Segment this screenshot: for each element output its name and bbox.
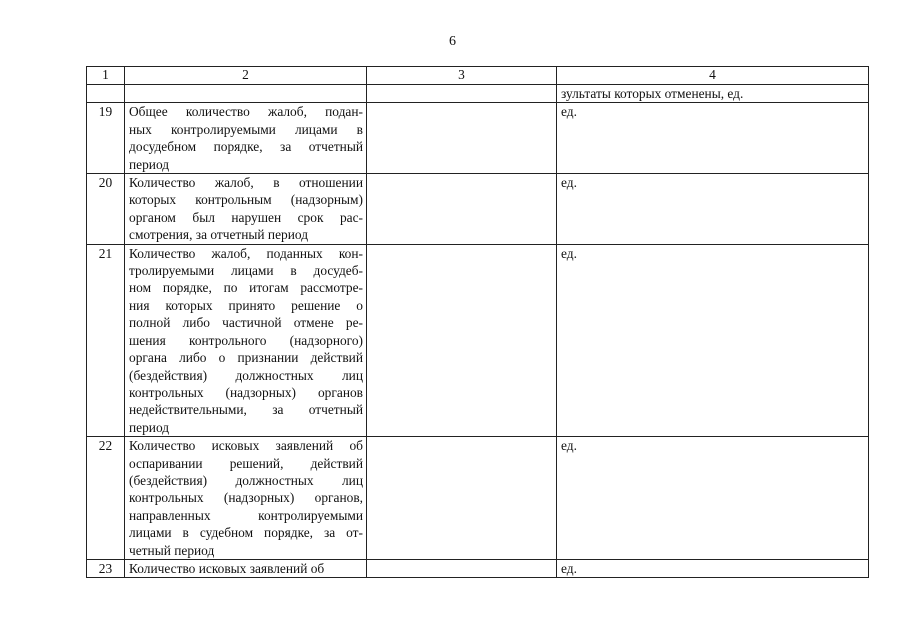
row-unit: зультаты которых отменены, ед. (557, 85, 869, 103)
description-line: контрольных (надзорных) органов, (129, 490, 363, 506)
continuation-row (87, 85, 869, 103)
row-number: 19 (87, 103, 125, 174)
row-unit: ед. (557, 437, 869, 560)
description-line: Количество исковых заявлений об (129, 560, 325, 576)
row-unit: ед. (557, 559, 869, 577)
description-line: период (129, 156, 170, 172)
description-line: шения контрольного (надзорного) (129, 332, 363, 348)
description-line: органом был нарушен срок рас- (129, 209, 363, 225)
row-value (367, 85, 557, 103)
row-description (125, 437, 367, 560)
row-description (125, 174, 367, 245)
column-header: 3 (367, 67, 557, 85)
row-number: 23 (87, 559, 125, 577)
page-number: 6 (449, 34, 456, 49)
description-line: ных контролируемыми лицами в (129, 121, 363, 137)
row-value (367, 103, 557, 174)
description-line: полной либо частичной отмене ре- (129, 315, 363, 331)
description-line: досудебном порядке, за отчетный (129, 139, 363, 155)
table-row (87, 103, 869, 174)
row-description (125, 85, 367, 103)
row-number: 21 (87, 244, 125, 436)
row-number: 20 (87, 174, 125, 245)
description-line: органа либо о признании действий (129, 350, 363, 366)
description-line: тролируемыми лицами в досудеб- (129, 263, 363, 279)
description-line: четный период (129, 542, 215, 558)
description-line: контрольных (надзорных) органов (129, 384, 363, 400)
row-unit: ед. (557, 103, 869, 174)
table-row (87, 559, 869, 577)
description-line: Количество жалоб, в отношении (129, 175, 363, 191)
description-line: смотрения, за отчетный период (129, 227, 309, 243)
description-line: (бездействия) должностных лиц (129, 472, 363, 488)
row-description (125, 559, 367, 577)
row-unit: ед. (557, 244, 869, 436)
description-line: лицами в судебном порядке, за от- (129, 525, 363, 541)
row-number: 22 (87, 437, 125, 560)
row-value (367, 559, 557, 577)
description-line: оспаривании решений, действий (129, 455, 363, 471)
table-row (87, 437, 869, 560)
description-line: период (129, 419, 170, 435)
description-line: направленных контролируемыми (129, 507, 363, 523)
description-line: Количество исковых заявлений об (129, 438, 363, 454)
description-line: ния которых принято решение о (129, 297, 363, 313)
table-header-row (87, 67, 869, 85)
column-header: 4 (557, 67, 869, 85)
description-line: которых контрольным (надзорным) (129, 192, 363, 208)
description-line: (бездействия) должностных лиц (129, 367, 363, 383)
row-value (367, 244, 557, 436)
description-line: Общее количество жалоб, подан- (129, 104, 363, 120)
row-description (125, 244, 367, 436)
column-header: 2 (125, 67, 367, 85)
description-line: ном порядке, по итогам рассмотре- (129, 280, 363, 296)
description-line: недействительными, за отчетный (129, 402, 363, 418)
row-number (87, 85, 125, 103)
table-row (87, 174, 869, 245)
table-row (87, 244, 869, 436)
report-table (86, 66, 869, 578)
row-description (125, 103, 367, 174)
row-unit: ед. (557, 174, 869, 245)
row-value (367, 174, 557, 245)
row-value (367, 437, 557, 560)
column-header: 1 (87, 67, 125, 85)
description-line: Количество жалоб, поданных кон- (129, 245, 363, 261)
